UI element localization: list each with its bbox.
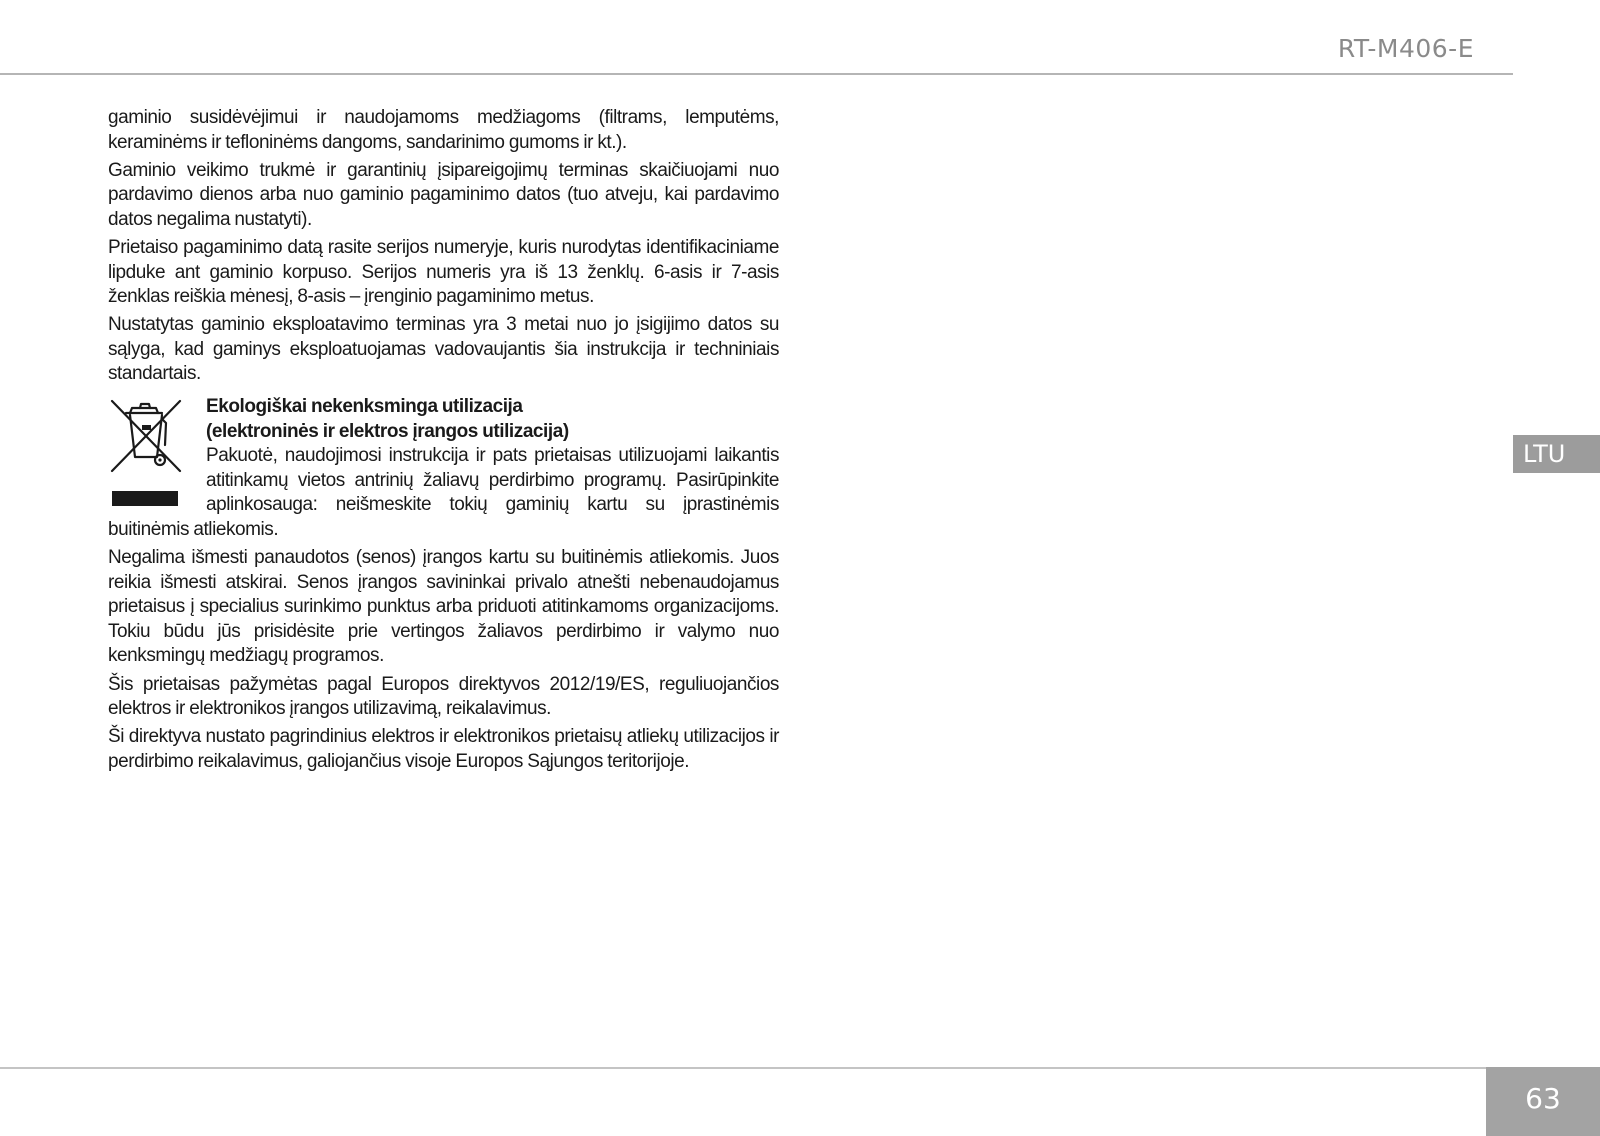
paragraph-separate-collection: Negalima išmesti panaudotos (senos) įrangos kartu su buitinėmis atliekomis. Juos reikia išmesti atskirai. Senos įrangos savininkai privalo atnešti nebenaudojamus prietaisus į specialius surinkimo punktus arba priduoti atitinkamoms organizacijoms. Tokiu būdu jūs prisidėsite prie vertingos žaliavos perdirbimo ir valymo nuo kenksmingų medžiagų programos. [108, 547, 779, 667]
weee-underline-bar [112, 491, 178, 506]
header-model-number: RT-M406-E [1337, 34, 1474, 63]
paragraph-service-life: Nustatytas gaminio eksploatavimo terminas yra 3 metai nuo jo įsigijimo datos su sąlyga, kad gaminys eksploatuojamas vadovaujantis šia instrukcija ir techniniais standartais. [108, 314, 779, 385]
eco-disposal-section [108, 395, 779, 546]
eco-heading-line2: (elektroninės ir elektros įrangos utilizacija) [206, 420, 569, 442]
paragraph-warranty-period: Gaminio veikimo trukmė ir garantinių įsipareigojimų terminas skaičiuojami nuo pardavimo dienos arba nuo gaminio pagaminimo datos (tuo atveju, kai pardavimo datos negalima nustatyti). [108, 159, 779, 230]
paragraph-manufacture-date: Prietaiso pagaminimo datą rasite serijos numeryje, kuris nurodytas identifikaciniame lipduke ant gaminio korpuso. Serijos numeris yra iš 13 ženklų. 6-asis ir 7-asis ženklas reiškia mėnesį, 8-asis – įrenginio pagaminimo metus. [108, 236, 779, 308]
header-divider [0, 73, 1513, 75]
eco-paragraph: Pakuotė, naudojimosi instrukcija ir pats prietaisas utilizuojami laikantis atitinkamų vietos antrinių žaliavų perdirbimo programų. Pasirūpinkite aplinkosauga: neišmeskite tokių gaminių kartu su įprastinėmis buitinėmis atliekomis. [108, 445, 779, 540]
paragraph-wear-parts: gaminio susidėvėjimui ir naudojamoms medžiagoms (filtrams, lemputėms, keraminėms ir tefloninėms dangoms, sandarinimo gumoms ir kt.). [108, 107, 779, 153]
weee-symbol [108, 397, 188, 506]
eco-heading-line1: Ekologiškai nekenksminga utilizacija [206, 396, 523, 418]
page-body [108, 106, 779, 778]
footer-divider [0, 1067, 1486, 1069]
paragraph-directive-scope: Ši direktyva nustato pagrindinius elektros ir elektronikos prietaisų atliekų utilizacijos ir perdirbimo reikalavimus, galiojančius visoje Europos Sąjungos teritorijoje. [108, 726, 779, 772]
crossed-out-wheelie-bin-icon [108, 397, 184, 475]
page-number: 63 [1486, 1067, 1600, 1136]
paragraph-eu-directive: Šis prietaisas pažymėtas pagal Europos direktyvos 2012/19/ES, reguliuojančios elektros ir elektronikos įrangos utilizavimą, reikalavimus. [108, 673, 779, 720]
language-tab: LTU [1513, 435, 1600, 473]
